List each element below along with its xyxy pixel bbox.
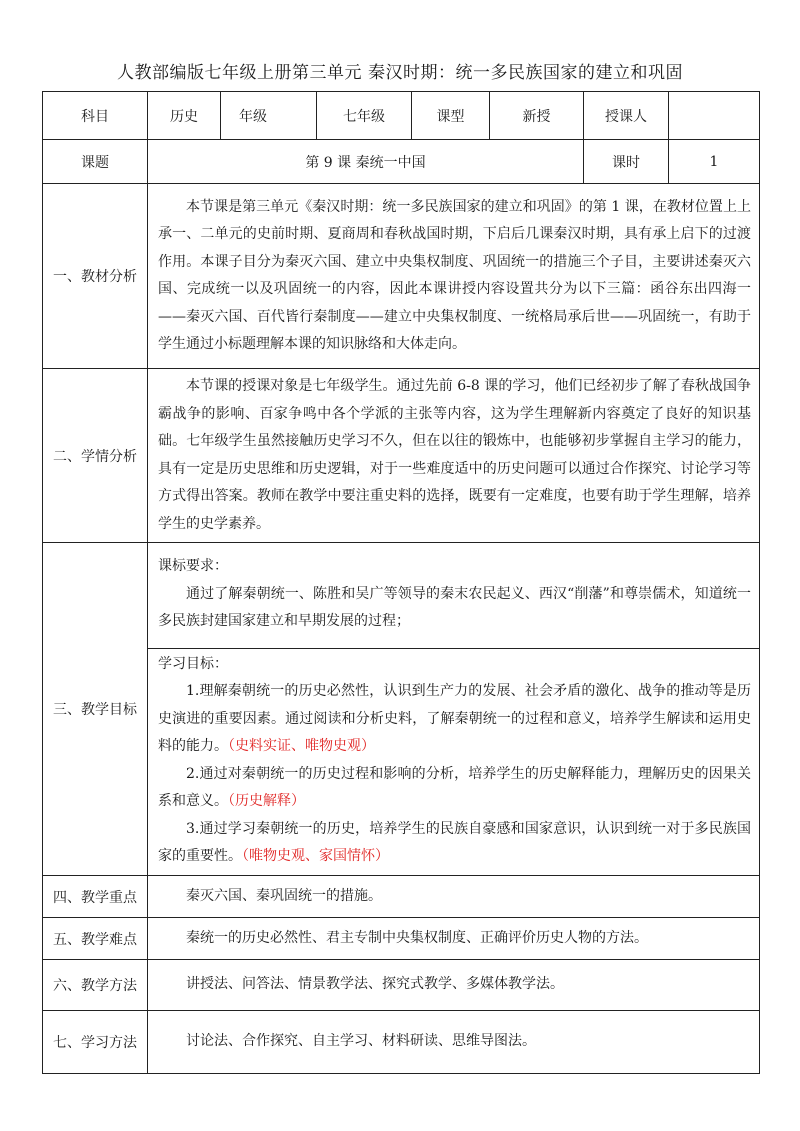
- goal-item: [158, 678, 751, 761]
- curriculum-text: 通过了解秦朝统一、陈胜和吴广等领导的秦末农民起义、西汉“削藩”和尊崇儒术，知道统一多民族封建国家建立和早期发展的过程；: [158, 585, 751, 630]
- section-label: 四、教学重点: [43, 876, 148, 918]
- grade-label: 年级: [221, 92, 317, 140]
- teacher-label: 授课人: [584, 92, 669, 140]
- section-text: 讨论法、合作探究、自主学习、材料研读、思维导图法。: [186, 1033, 536, 1050]
- type-value: 新授: [490, 92, 584, 140]
- section-label: 二、学情分析: [43, 369, 148, 543]
- topic-value: 第 9 课 秦统一中国: [148, 140, 584, 184]
- header-row: [43, 92, 760, 140]
- section-teaching-goals: [43, 543, 760, 876]
- section-label: 六、教学方法: [43, 960, 148, 1011]
- lesson-plan-table: [42, 91, 760, 1074]
- goal-text: 2.通过对秦朝统一的历史过程和影响的分析，培养学生的历史解释能力，理解历史的因果关系和意义。: [158, 765, 751, 810]
- section-text: 秦统一的历史必然性、君主专制中央集权制度、正确评价历史人物的方法。: [186, 929, 648, 946]
- section-text: 本节课的授课对象是七年级学生。通过先前 6-8 课的学习，他们已经初步了解了春秋战国争霸战争的影响、百家争鸣中各个学派的主张等内容，这为学生理解新内容奠定了良好的知识基础。七年级学生虽然接触历史学习不久，但在以往的锻炼中，也能够初步掌握自主学习的能力，具有一定是历史思维和历史逻辑，对于一些难度适中的历史问题可以通过合作探究、讨论学习等方式得出答案。教师在教学中要注重史料的选择，既要有一定难度，也要有助于学生理解，培养学生的史学素养。: [158, 378, 751, 532]
- goal-item: [158, 761, 751, 816]
- curriculum-title: 课标要求：: [158, 558, 228, 575]
- goal-tag: （历史解释）: [228, 793, 305, 810]
- section-label: 三、教学目标: [43, 543, 148, 876]
- type-label: 课型: [412, 92, 490, 140]
- goal-item: [158, 816, 751, 871]
- hours-value: 1: [669, 140, 760, 184]
- goal-text: 1.理解秦朝统一的历史必然性，认识到生产力的发展、社会矛盾的激化、战争的推动等是历史演进的重要因素。通过阅读和分析史料，了解秦朝统一的过程和意义，培养学生解读和运用史料的能力。: [158, 683, 751, 755]
- goals-title: 学习目标：: [158, 655, 228, 672]
- divider: [148, 648, 759, 649]
- topic-label: 课题: [43, 140, 148, 184]
- section-label: 五、教学难点: [43, 918, 148, 960]
- section-label: 一、教材分析: [43, 184, 148, 369]
- teacher-value: [669, 92, 760, 140]
- document-title: 人教部编版七年级上册第三单元 秦汉时期：统一多民族国家的建立和巩固: [117, 63, 683, 83]
- hours-label: 课时: [584, 140, 669, 184]
- section-learning-methods: [43, 1011, 760, 1074]
- grade-value: 七年级: [317, 92, 412, 140]
- subject-label: 科目: [43, 92, 148, 140]
- section-textbook-analysis: [43, 184, 760, 369]
- section-text: 讲授法、问答法、情景教学法、探究式教学、多媒体教学法。: [186, 976, 564, 993]
- goal-text: 3.通过学习秦朝统一的历史，培养学生的民族自豪感和国家意识，认识到统一对于多民族国家的重要性。: [158, 820, 751, 865]
- section-text: 本节课是第三单元《秦汉时期：统一多民族国家的建立和巩固》的第 1 课，在教材位置上上承一、二单元的史前时期、夏商周和春秋战国时期，下启后几课秦汉时期，具有承上启下的过渡作用。本课子目分为秦灭六国、建立中央集权制度、巩固统一的措施三个子目，主要讲述秦灭六国、完成统一以及巩固统一的内容，因此本课讲授内容设置共分为以下三篇：函谷东出四海一——秦灭六国、百代皆行秦制度——建立中央集权制度、一统格局承后世——巩固统一，有助于学生通过小标题理解本课的知识脉络和大体走向。: [158, 198, 751, 352]
- goal-tag: （唯物史观、家国情怀）: [242, 848, 389, 865]
- subject-value: 历史: [148, 92, 221, 140]
- goal-tag: （史料实证、唯物史观）: [228, 738, 375, 755]
- section-label: 七、学习方法: [43, 1011, 148, 1074]
- topic-row: [43, 140, 760, 184]
- section-teaching-methods: [43, 960, 760, 1011]
- section-difficulties: [43, 918, 760, 960]
- section-key-points: [43, 876, 760, 918]
- section-learner-analysis: [43, 369, 760, 543]
- section-text: 秦灭六国、秦巩固统一的措施。: [186, 887, 382, 904]
